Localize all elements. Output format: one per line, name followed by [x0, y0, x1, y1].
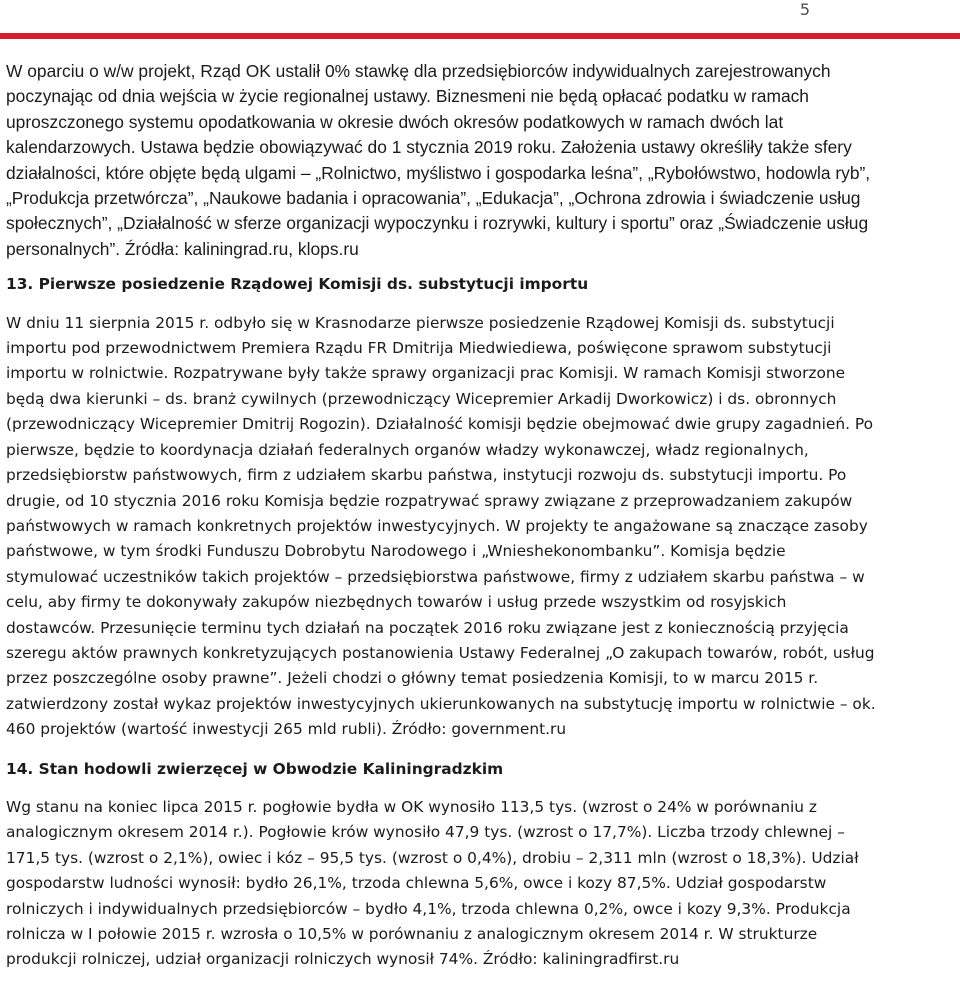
section-heading-14: 14. Stan hodowli zwierzęcej w Obwodzie Kaliningradzkim	[6, 759, 504, 778]
section-heading-13: 13. Pierwsze posiedzenie Rządowej Komisji ds. substytucji importu	[6, 275, 589, 294]
document-body	[6, 59, 954, 973]
header-red-rule	[0, 33, 960, 39]
page-number: 5	[799, 0, 810, 19]
paragraph-import-substitution-commission: W dniu 11 sierpnia 2015 r. odbyło się w Krasnodarze pierwsze posiedzenie Rządowej Komisji ds. substytucji importu pod przewodnictwem Premiera Rządu FR Dmitrija Miedwiediewa, poświęcone sprawom substytucji importu w rolnictwie. Rozpatrywane były także sprawy organizacji prac Komisji. W ramach Komisji stworzone będą dwa kierunki – ds. branż cywilnych (przewodniczący Wicepremier Arkadij Dworkowicz) i ds. obronnych (przewodniczący Wicepremier Dmitrij Rogozin). Działalność komisji będzie obejmować dwie grupy zagadnień. Po pierwsze, będzie to koordynacja działań federalnych organów władzy wykonawczej, władz regionalnych, przedsiębiorstw państwowych, firm z udziałem skarbu państwa, instytucji rozwoju ds. substytucji importu. Po drugie, od 10 stycznia 2016 roku Komisja będzie rozpatrywać sprawy związane z przeprowadzaniem zakupów państwowych w ramach konkretnych projektów inwestycyjnych. W projekty te angażowane są znaczące zasoby państwowe, w tym środki Funduszu Dobrobytu Narodowego i „Wnieshekonombanku”. Komisja będzie stymulować uczestników takich projektów – przedsiębiorstwa państwowe, firmy z udziałem skarbu państwa – w celu, aby firmy te dokonywały zakupów niezbędnych towarów i usług przede wszystkim od rosyjskich dostawców. Przesunięcie terminu tych działań na początek 2016 roku związane jest z koniecznością przyjęcia szeregu aktów prawnych konkretyzujących postanowienia Ustawy Federalnej „O zakupach towarów, robót, usług przez poszczególne osoby prawne”. Jeżeli chodzi o główny temat posiedzenia Komisji, to w marcu 2015 r. zatwierdzony został wykaz projektów inwestycyjnych ukierunkowanych na substytucję importu w rolnictwie – ok. 460 projektów (wartość inwestycji 265 mld rubli). Źródło: government.ru	[6, 313, 876, 739]
paragraph-zero-tax-rate: W oparciu o w/w projekt, Rząd OK ustalił 0% stawkę dla przedsiębiorców indywidualnych zarejestrowanych poczynając od dnia wejścia w życie regionalnej ustawy. Biznesmeni nie będą opłacać podatku w ramach uproszczonego systemu opodatkowania w okresie dwóch okresów podatkowych w ramach dwóch lat kalendarzowych. Ustawa będzie obowiązywać do 1 stycznia 2019 roku. Założenia ustawy określiły także sfery działalności, które objęte będą ulgami – „Rolnictwo, myślistwo i gospodarka leśna”, „Rybołówstwo, hodowla ryb”, „Produkcja przetwórcza”, „Naukowe badania i opracowania”, „Edukacja”, „Ochrona zdrowia i świadczenie usług społecznych”, „Działalność w sferze organizacji wypoczynku i rozrywki, kultury i sportu” oraz „Świadczenie usług personalnych”. Źródła: kaliningrad.ru, klops.ru	[6, 61, 871, 259]
paragraph-livestock-kaliningrad: Wg stanu na koniec lipca 2015 r. pogłowie bydła w OK wynosiło 113,5 tys. (wzrost o 24% w porównaniu z analogicznym okresem 2014 r.). Pogłowie krów wynosiło 47,9 tys. (wzrost o 17,7%). Liczba trzody chlewnej – 171,5 tys. (wzrost o 2,1%), owiec i kóz – 95,5 tys. (wzrost o 0,4%), drobiu – 2,311 mln (wzrost o 18,3%). Udział gospodarstw ludności wynosił: bydło 26,1%, trzoda chlewna 5,6%, owce i kozy 87,5%. Udział gospodarstw rolniczych i indywidualnych przedsiębiorców – bydło 4,1%, trzoda chlewna 0,2%, owce i kozy 9,3%. Produkcja rolnicza w I połowie 2015 r. wzrosła o 10,5% w porównaniu z analogicznym okresem 2014 r. W strukturze produkcji rolniczej, udział organizacji rolniczych wynosił 74%. Źródło: kaliningradfirst.ru	[6, 797, 859, 969]
